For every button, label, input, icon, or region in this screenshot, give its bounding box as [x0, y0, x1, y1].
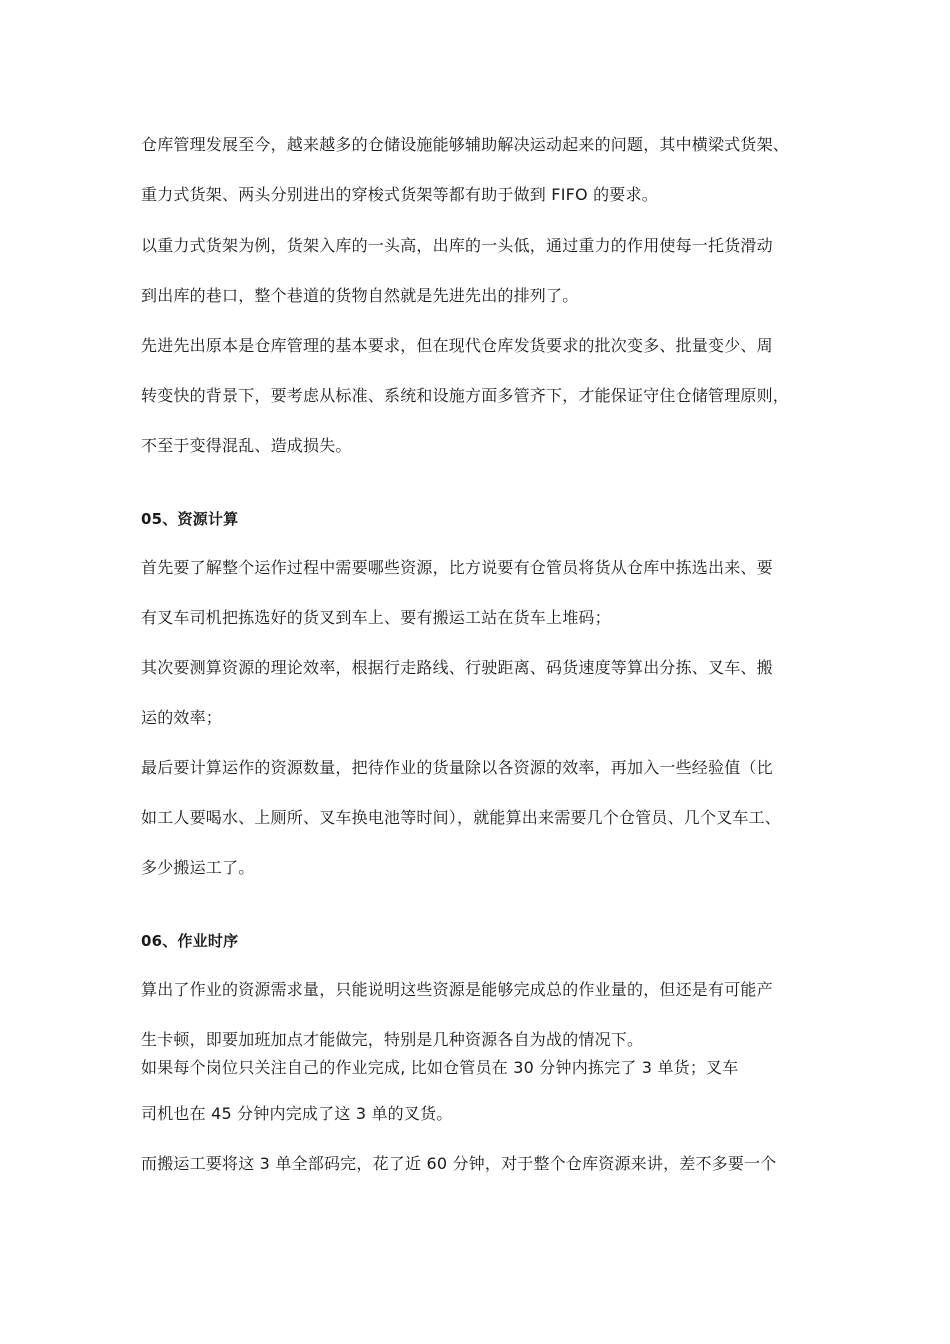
paragraph-line: 仓库管理发展至今，越来越多的仓储设施能够辅助解决运动起来的问题，其中横梁式货架、: [141, 135, 790, 154]
paragraph-line: 转变快的背景下，要考虑从标准、系统和设施方面多管齐下，才能保证守住仓储管理原则，: [141, 386, 790, 405]
paragraph-line: 运的效率；: [141, 708, 223, 727]
paragraph-line: 算出了作业的资源需求量，只能说明这些资源是能够完成总的作业量的，但还是有可能产: [141, 980, 773, 999]
paragraph-line: 以重力式货架为例，货架入库的一头高，出库的一头低，通过重力的作用使每一托货滑动: [141, 236, 773, 255]
paragraph-line: 到出库的巷口，整个巷道的货物自然就是先进先出的排列了。: [141, 286, 579, 305]
paragraph-line: 如工人要喝水、上厕所、叉车换电池等时间），就能算出来需要几个仓管员、几个叉车工、: [141, 808, 782, 827]
section-heading: 06、作业时序: [141, 932, 239, 950]
paragraph-line: 司机也在 45 分钟内完成了这 3 单的叉货。: [141, 1104, 453, 1123]
paragraph-line: 最后要计算运作的资源数量，把待作业的货量除以各资源的效率，再加入一些经验值（比: [141, 758, 773, 777]
section-heading: 05、资源计算: [141, 510, 239, 528]
paragraph-line: 首先要了解整个运作过程中需要哪些资源，比方说要有仓管员将货从仓库中拣选出来、要: [141, 558, 773, 577]
paragraph-line: 重力式货架、两头分别进出的穿梭式货架等都有助于做到 FIFO 的要求。: [141, 185, 658, 204]
paragraph-line: 如果每个岗位只关注自己的作业完成, 比如仓管员在 30 分钟内拣完了 3 单货；叉车: [141, 1058, 739, 1077]
paragraph-line: 而搬运工要将这 3 单全部码完，花了近 60 分钟，对于整个仓库资源来讲，差不多要一个: [141, 1154, 777, 1173]
paragraph-line: 其次要测算资源的理论效率，根据行走路线、行驶距离、码货速度等算出分拣、叉车、搬: [141, 658, 773, 677]
paragraph-line: 有叉车司机把拣选好的货叉到车上、要有搬运工站在货车上堆码；: [141, 608, 611, 627]
paragraph-line: 不至于变得混乱、造成损失。: [141, 436, 352, 455]
paragraph-line: 多少搬运工了。: [141, 858, 255, 877]
paragraph-line: 先进先出原本是仓库管理的基本要求，但在现代仓库发货要求的批次变多、批量变少、周: [141, 336, 773, 355]
paragraph-line: 生卡顿，即要加班加点才能做完，特别是几种资源各自为战的情况下。: [141, 1030, 644, 1049]
